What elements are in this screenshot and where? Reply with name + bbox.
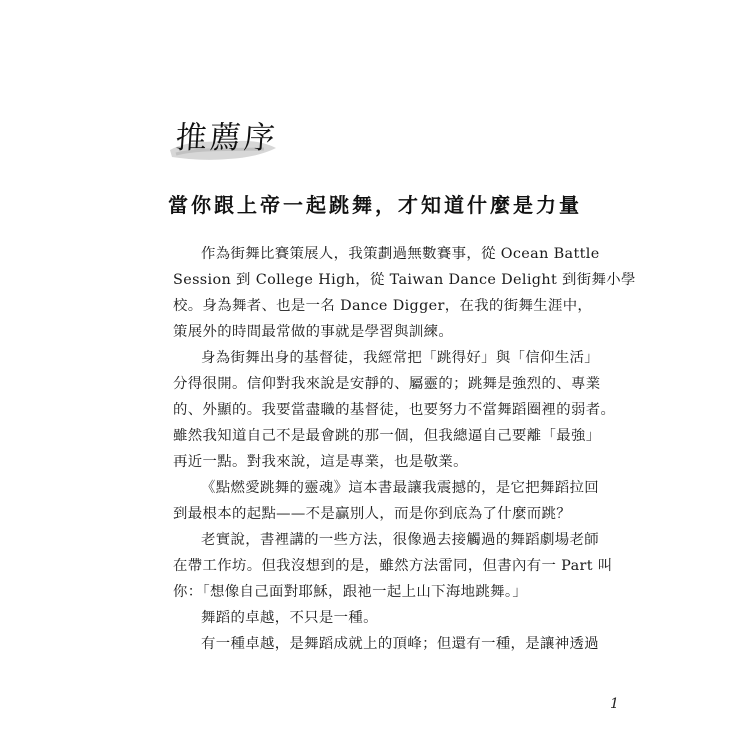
text-line: 有一種卓越，是舞蹈成就上的頂峰；但還有一種，是讓神透過 [201, 636, 599, 652]
text-line: 雖然我知道自己不是最會跳的那一個，但我總逼自己要離「最強」 [173, 428, 601, 444]
article-headline: 當你跟上帝一起跳舞，才知道什麼是力量 [168, 193, 582, 217]
text-line: Session 到 College High，從 Taiwan Dance Delight 到街舞小學 [173, 272, 636, 288]
text-line: 老實說，書裡講的一些方法，很像過去接觸過的舞蹈劇場老師 [201, 532, 599, 548]
page-number: 1 [610, 696, 619, 712]
text-line: 在帶工作坊。但我沒想到的是，雖然方法雷同，但書內有一 Part 叫 [173, 558, 613, 574]
text-line: 你：「想像自己面對耶穌，跟祂一起上山下海地跳舞。」 [173, 584, 528, 600]
text-line: 《點燃愛跳舞的靈魂》這本書最讓我震撼的，是它把舞蹈拉回 [201, 480, 599, 496]
text-line: 再近一點。對我來說，這是專業，也是敬業。 [173, 454, 468, 470]
text-line: 策展外的時間最常做的事就是學習與訓練。 [173, 324, 454, 340]
text-line: 作為街舞比賽策展人，我策劃過無數賽事，從 Ocean Battle [201, 246, 600, 262]
text-line: 到最根本的起點——不是贏別人，而是你到底為了什麼而跳？ [173, 506, 571, 522]
text-line: 的、外顯的。我要當盡職的基督徒，也要努力不當舞蹈圈裡的弱者。 [173, 402, 616, 418]
text-line: 身為街舞出身的基督徒，我經常把「跳得好」與「信仰生活」 [201, 350, 599, 366]
section-title: 推薦序 [174, 120, 280, 156]
body-text [173, 241, 636, 657]
text-line: 校。身為舞者、也是一名 Dance Digger，在我的街舞生涯中， [173, 298, 593, 314]
text-line: 舞蹈的卓越，不只是一種。 [201, 610, 378, 626]
text-line: 分得很開。信仰對我來說是安靜的、屬靈的；跳舞是強烈的、專業 [173, 376, 601, 392]
